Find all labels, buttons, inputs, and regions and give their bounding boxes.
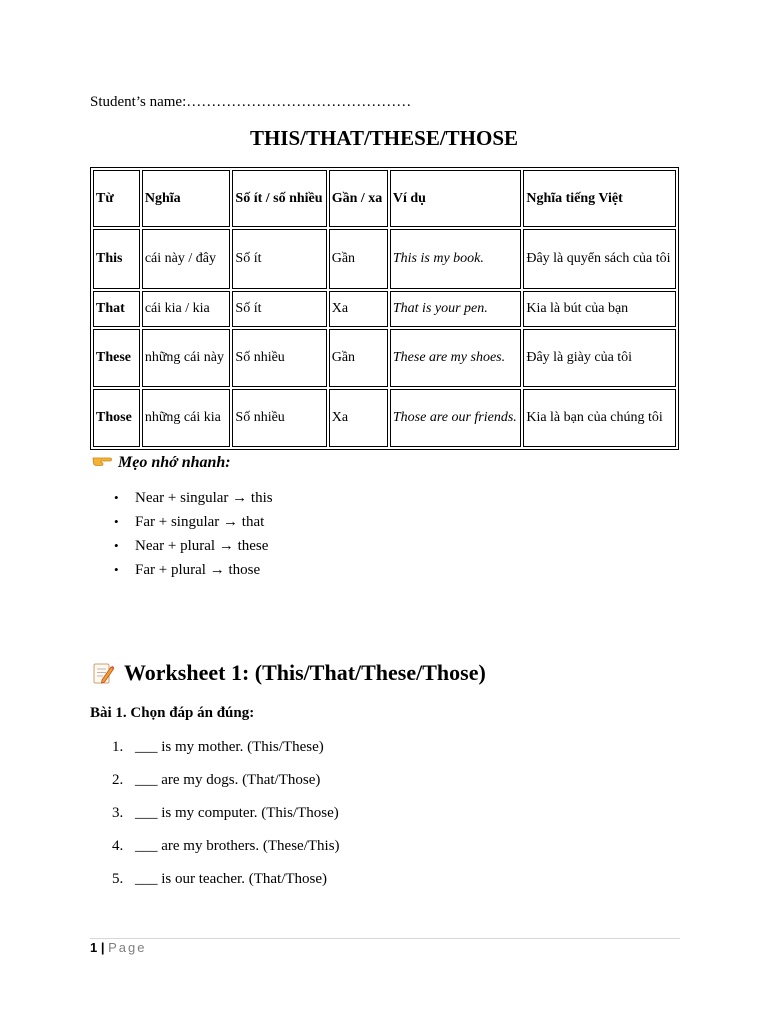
cell-number: Số ít [232,229,326,289]
cell-word: These [93,329,140,387]
list-item [112,510,273,534]
table-row [93,229,676,289]
page-title: THIS/THAT/THESE/THOSE [249,126,519,150]
vocabulary-table [90,167,679,450]
tip-text: Near + singular → this [135,490,273,506]
cell-vietnamese: Đây là quyển sách của tôi [523,229,676,289]
list-item [112,801,340,834]
header-vietnamese: Nghĩa tiếng Việt [523,170,676,227]
page-number: 1 [90,940,98,955]
list-item [112,558,273,582]
worksheet-heading [92,660,486,686]
exercise-text: ___ are my dogs. (That/Those) [135,772,321,788]
page-footer [90,940,147,955]
header-meaning: Nghĩa [142,170,231,227]
exercise-text: ___ is our teacher. (That/Those) [135,871,328,887]
exercise-text: ___ is my mother. (This/These) [135,739,324,755]
header-distance: Gần / xa [329,170,388,227]
cell-example: Those are our friends. [390,389,521,447]
table-row [93,329,676,387]
tips-list [112,486,273,582]
bullet: • [114,490,119,505]
bullet: • [114,562,119,577]
cell-example: These are my shoes. [390,329,521,387]
tips-heading [92,452,231,473]
header-number: Số ít / số nhiều [232,170,326,227]
list-item [112,534,273,558]
bullet: • [114,514,119,529]
item-number: 1. [112,739,124,755]
exercise-text: ___ is my computer. (This/Those) [135,805,339,821]
item-number: 2. [112,772,124,788]
cell-vietnamese: Kia là bút của bạn [523,291,676,327]
cell-word: Those [93,389,140,447]
worksheet-heading-text: Worksheet 1: (This/That/These/Those) [124,660,486,685]
cell-meaning: cái kia / kia [142,291,231,327]
cell-distance: Xa [329,389,388,447]
cell-word: That [93,291,140,327]
tip-text: Far + singular → that [135,514,265,530]
exercise-title: Bài 1. Chọn đáp án đúng: [90,705,255,721]
list-item [112,768,340,801]
cell-vietnamese: Đây là giày của tôi [523,329,676,387]
cell-meaning: những cái kia [142,389,231,447]
list-item [112,735,340,768]
list-item [112,834,340,867]
tip-text: Far + plural → those [135,562,261,578]
cell-vietnamese: Kia là bạn của chúng tôi [523,389,676,447]
cell-example: That is your pen. [390,291,521,327]
table-row [93,389,676,447]
cell-number: Số nhiều [232,329,326,387]
exercise-list [112,735,340,900]
header-example: Ví dụ [390,170,521,227]
table-row [93,291,676,327]
header-word: Từ [93,170,140,227]
cell-number: Số nhiều [232,389,326,447]
cell-distance: Gần [329,329,388,387]
cell-distance: Gần [329,229,388,289]
item-number: 5. [112,871,124,887]
item-number: 3. [112,805,124,821]
tips-heading-text: Mẹo nhớ nhanh: [118,453,231,471]
cell-distance: Xa [329,291,388,327]
list-item [112,486,273,510]
list-item [112,867,340,900]
table-header-row [93,170,676,227]
tip-text: Near + plural → these [135,538,269,554]
bullet: • [114,538,119,553]
footer-separator: | [100,940,105,955]
student-name-line: Student’s name:……………………………………… [90,94,412,110]
cell-meaning: những cái này [142,329,231,387]
page-label: Page [108,940,147,955]
exercise-text: ___ are my brothers. (These/This) [135,838,340,854]
cell-example: This is my book. [390,229,521,289]
cell-word: This [93,229,140,289]
memo-icon [92,661,114,685]
pointing-hand-icon [92,452,112,473]
footer-divider [90,938,680,939]
cell-number: Số ít [232,291,326,327]
item-number: 4. [112,838,124,854]
cell-meaning: cái này / đây [142,229,231,289]
